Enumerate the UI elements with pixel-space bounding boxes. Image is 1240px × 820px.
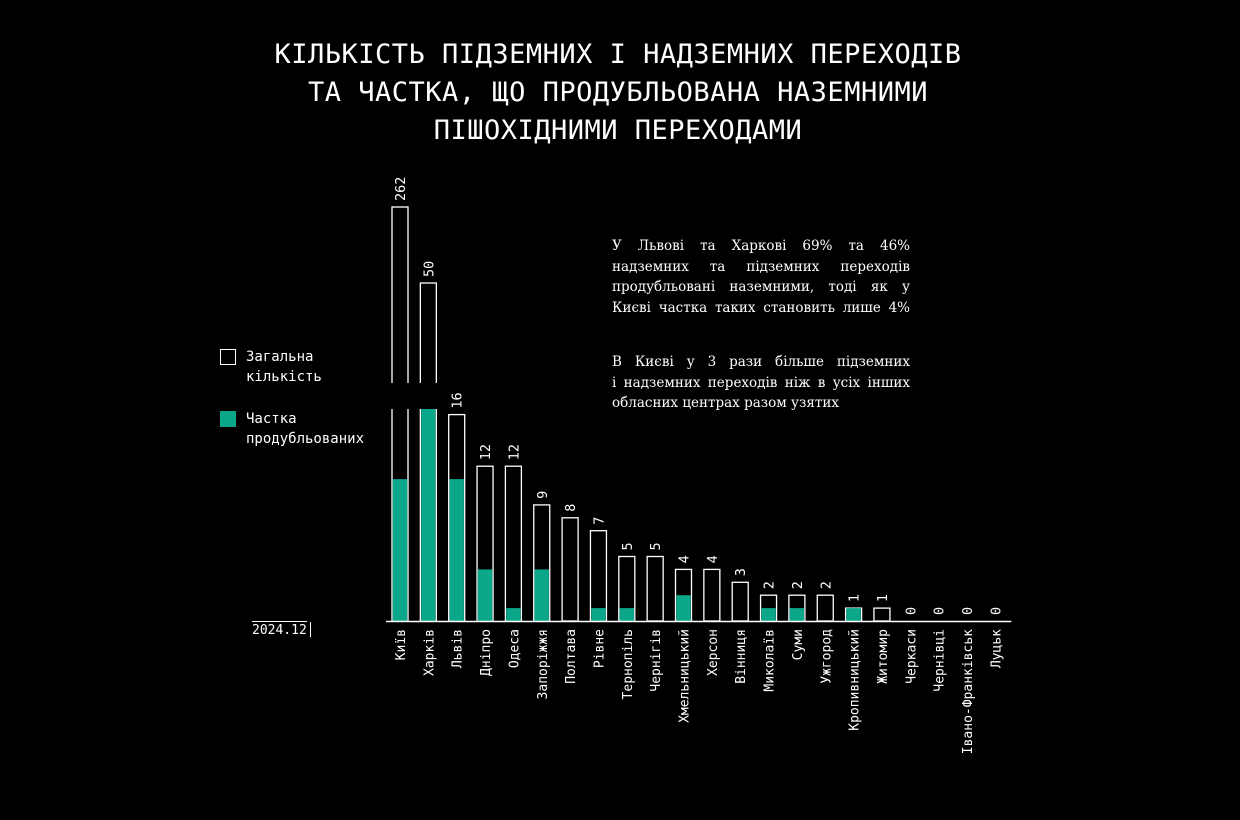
legend-label-duplicated-line-1: Частка [246,411,297,427]
value-label: 8 [563,503,580,512]
bar-duplicated [846,608,860,621]
value-label: 1 [874,593,891,603]
category-label: Запоріжжя [535,629,551,700]
category-label: Ужгород [819,629,835,684]
value-label: 9 [534,490,551,499]
bar-duplicated [450,479,464,621]
bar-duplicated [506,608,520,621]
annotation-1-line-4: Києві частка таких становить лише 4% [612,299,910,316]
bar-total [562,518,578,621]
legend-label-duplicated-line-2: продубльованих [246,431,365,447]
bar-duplicated [790,608,804,621]
value-label: 0 [903,606,920,615]
annotation-1-line-2: надземних та підземних переходів [612,258,910,275]
value-label: 1 [846,593,863,603]
value-label: 0 [988,606,1005,615]
category-label: Львів [450,629,466,669]
annotation-2-line-3: обласних центрах разом узятих [612,395,839,411]
bar-duplicated [421,408,435,621]
category-label: Тернопіль [620,629,636,700]
value-label: 5 [648,542,665,551]
bar-duplicated [676,595,690,621]
category-label: Одеса [507,629,523,669]
category-label: Полтава [564,629,580,684]
category-label: Суми [790,629,806,661]
annotation-2-line-2: і надземних переходів ніж в усіх інших [612,374,910,391]
bar-total [505,466,521,621]
chart-title-line-3: ПІШОХІДНИМИ ПЕРЕХОДАМИ [433,115,803,146]
category-label: Черкаси [904,629,920,684]
annotation-1-line-1: У Львові та Харкові 69% та 46% [612,238,910,254]
bar-total [874,608,890,621]
category-label: Харків [422,629,438,676]
value-label: 3 [733,568,750,577]
bar-duplicated [535,569,549,621]
bar-duplicated [478,569,492,621]
category-label: Чернігів [649,629,665,692]
annotation-2-line-1: В Києві у 3 рази більше підземних [612,354,910,370]
legend-label-total-line-2: кількість [246,369,322,385]
date-label: 2024.12 [252,623,307,638]
value-label: 0 [960,606,976,615]
value-label: 0 [931,606,948,615]
category-label: Дніпро [479,629,495,676]
bar-duplicated [620,608,634,621]
value-label: 4 [704,555,721,564]
bar-duplicated [393,479,407,621]
value-label: 7 [591,516,608,525]
value-label: 2 [789,581,806,590]
category-label: Миколаїв [762,629,778,692]
value-label: 4 [676,555,693,564]
value-label: 16 [449,392,466,409]
value-label: 2 [761,581,778,590]
category-label: Рівне [592,629,608,669]
annotation-1-line-3: продубльовані наземними, тоді як у [612,279,910,295]
chart-title-line-2: ТА ЧАСТКА, ЩО ПРОДУБЛЬОВАНА НАЗЕМНИМИ [308,77,928,108]
bar-duplicated [761,608,775,621]
category-label: Київ [394,629,409,661]
value-label: 5 [619,542,636,551]
axis-break-gap [389,383,411,409]
bar-duplicated [591,608,605,621]
category-label: Кропивницький [847,629,863,731]
bar-total [732,582,748,621]
value-label: 12 [506,443,523,461]
category-label: Чернівці [932,629,948,692]
category-label: Хмельницький [677,629,693,723]
axis-break-gap [417,383,439,409]
chart-title-line-1: КІЛЬКІСТЬ ПІДЗЕМНИХ І НАДЗЕМНИХ ПЕРЕХОДІВ [274,39,962,70]
bar-total [647,557,663,622]
value-label: 2 [818,581,835,590]
value-label: 262 [393,176,409,201]
bar-total [704,569,720,621]
category-label: Івано-Франківськ [961,629,976,755]
legend-label-total-line-1: Загальна [246,349,314,365]
value-label: 50 [421,260,438,277]
value-label: 12 [478,443,495,461]
category-label: Вінниця [734,629,750,684]
bar-total [817,595,833,621]
bar-total [590,531,606,621]
category-label: Житомир [875,629,891,684]
category-label: Луцьк [989,629,1005,669]
category-label: Херсон [705,629,721,676]
